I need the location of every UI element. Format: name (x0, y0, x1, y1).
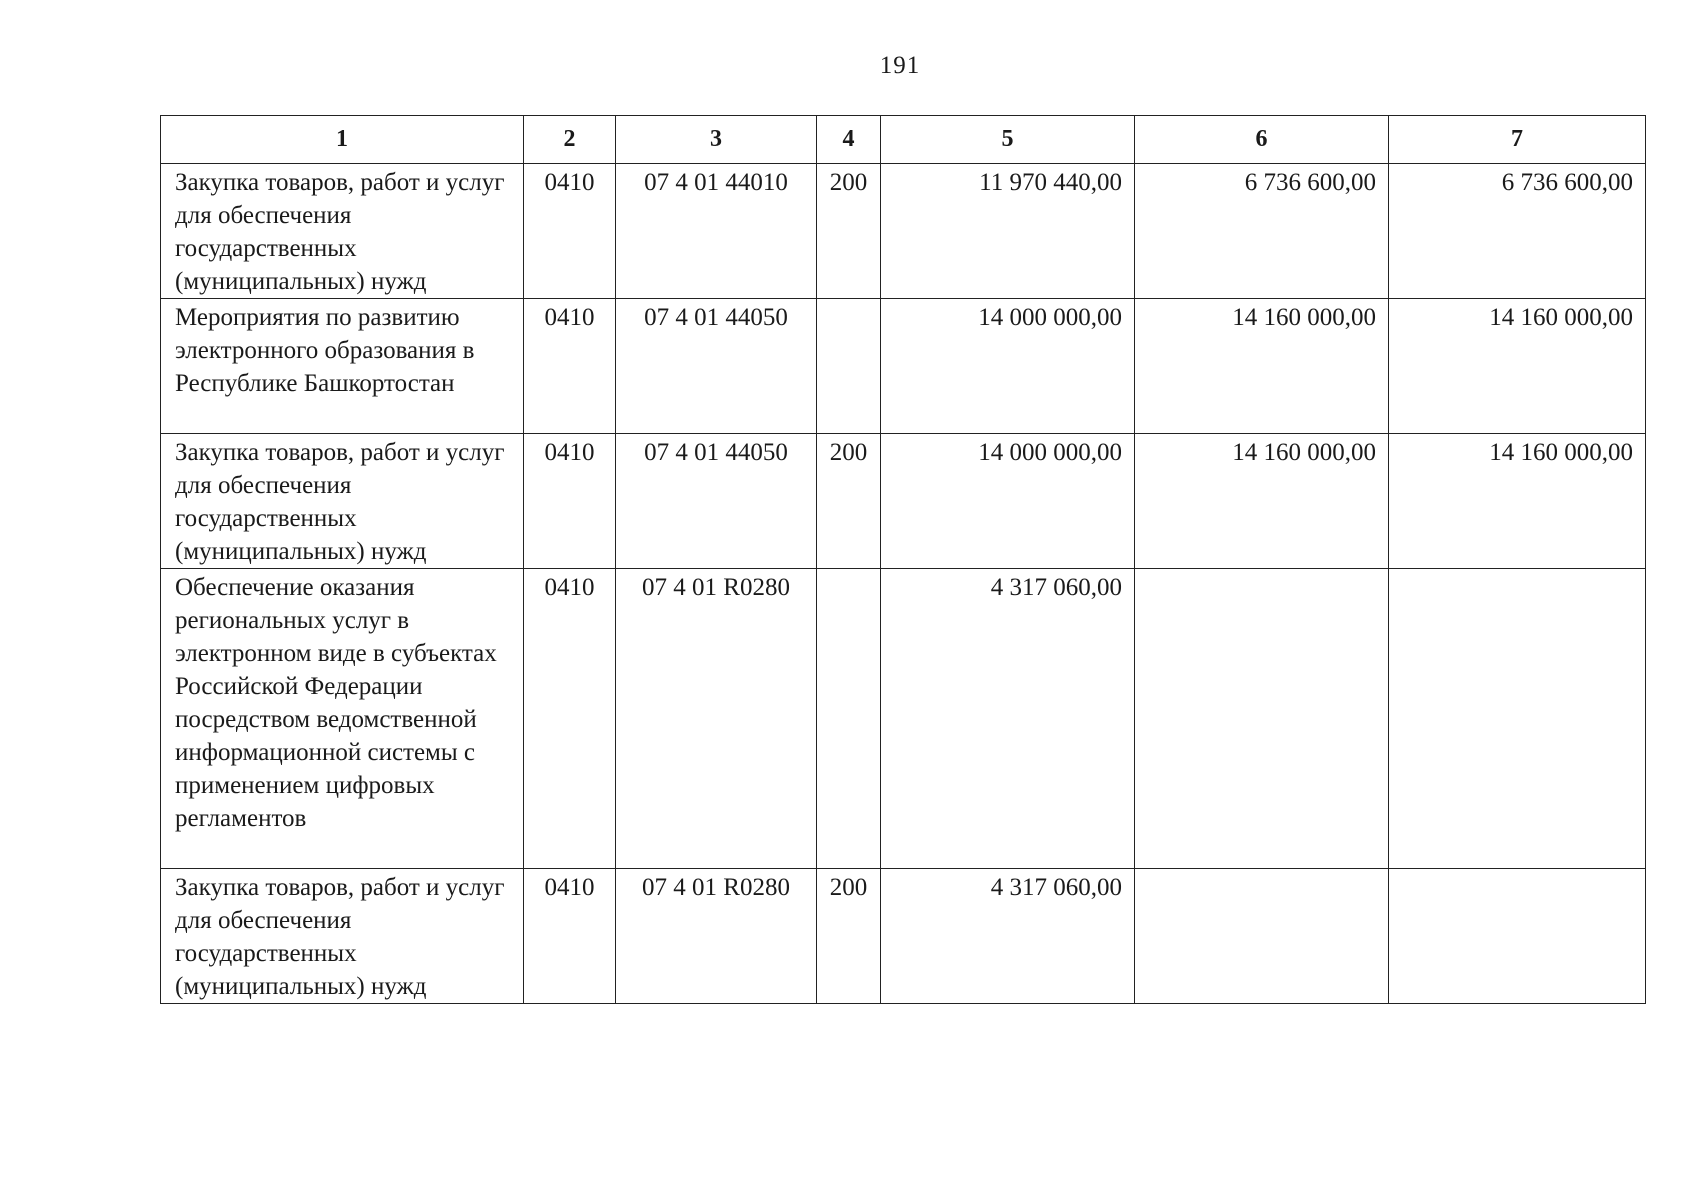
amount-cell (1135, 569, 1389, 869)
article-cell: 07 4 01 44010 (616, 164, 817, 299)
row-name-cell: Мероприятия по развитию электронного образования в Республике Башкортостан (161, 299, 524, 434)
column-header: 4 (817, 116, 881, 164)
amount-cell: 14 160 000,00 (1135, 434, 1389, 569)
amount-cell (1389, 569, 1646, 869)
amount-cell: 14 000 000,00 (881, 299, 1135, 434)
page-number: 191 (879, 52, 921, 79)
column-header: 7 (1389, 116, 1646, 164)
section-cell: 0410 (524, 164, 616, 299)
expense-kind-cell: 200 (817, 869, 881, 1004)
section-cell: 0410 (524, 299, 616, 434)
section-cell: 0410 (524, 869, 616, 1004)
column-header: 5 (881, 116, 1135, 164)
section-cell: 0410 (524, 434, 616, 569)
amount-cell: 14 160 000,00 (1389, 299, 1646, 434)
row-name-cell: Обеспечение оказания региональных услуг в электронном виде в субъектах Российской Федерации посредством ведомственной информационной системы с применением цифровых регламентов (161, 569, 524, 869)
table-row (161, 299, 1646, 434)
table-header-row (161, 116, 1646, 164)
table-row (161, 164, 1646, 299)
row-name-cell: Закупка товаров, работ и услуг для обеспечения государственных (муниципальных) нужд (161, 164, 524, 299)
article-cell: 07 4 01 44050 (616, 299, 817, 434)
budget-table (160, 115, 1646, 1004)
article-cell: 07 4 01 R0280 (616, 869, 817, 1004)
amount-cell (1389, 869, 1646, 1004)
column-header: 2 (524, 116, 616, 164)
article-cell: 07 4 01 44050 (616, 434, 817, 569)
amount-cell: 11 970 440,00 (881, 164, 1135, 299)
expense-kind-cell (817, 569, 881, 869)
table-row (161, 434, 1646, 569)
amount-cell: 6 736 600,00 (1389, 164, 1646, 299)
column-header: 6 (1135, 116, 1389, 164)
column-header: 1 (161, 116, 524, 164)
article-cell: 07 4 01 R0280 (616, 569, 817, 869)
expense-kind-cell (817, 299, 881, 434)
row-name-cell: Закупка товаров, работ и услуг для обеспечения государственных (муниципальных) нужд (161, 869, 524, 1004)
expense-kind-cell: 200 (817, 164, 881, 299)
column-header: 3 (616, 116, 817, 164)
expense-kind-cell: 200 (817, 434, 881, 569)
row-name-cell: Закупка товаров, работ и услуг для обеспечения государственных (муниципальных) нужд (161, 434, 524, 569)
table-row (161, 869, 1646, 1004)
amount-cell: 14 160 000,00 (1135, 299, 1389, 434)
amount-cell: 6 736 600,00 (1135, 164, 1389, 299)
section-cell: 0410 (524, 569, 616, 869)
amount-cell (1135, 869, 1389, 1004)
amount-cell: 4 317 060,00 (881, 869, 1135, 1004)
table-row (161, 569, 1646, 869)
amount-cell: 14 160 000,00 (1389, 434, 1646, 569)
amount-cell: 4 317 060,00 (881, 569, 1135, 869)
amount-cell: 14 000 000,00 (881, 434, 1135, 569)
